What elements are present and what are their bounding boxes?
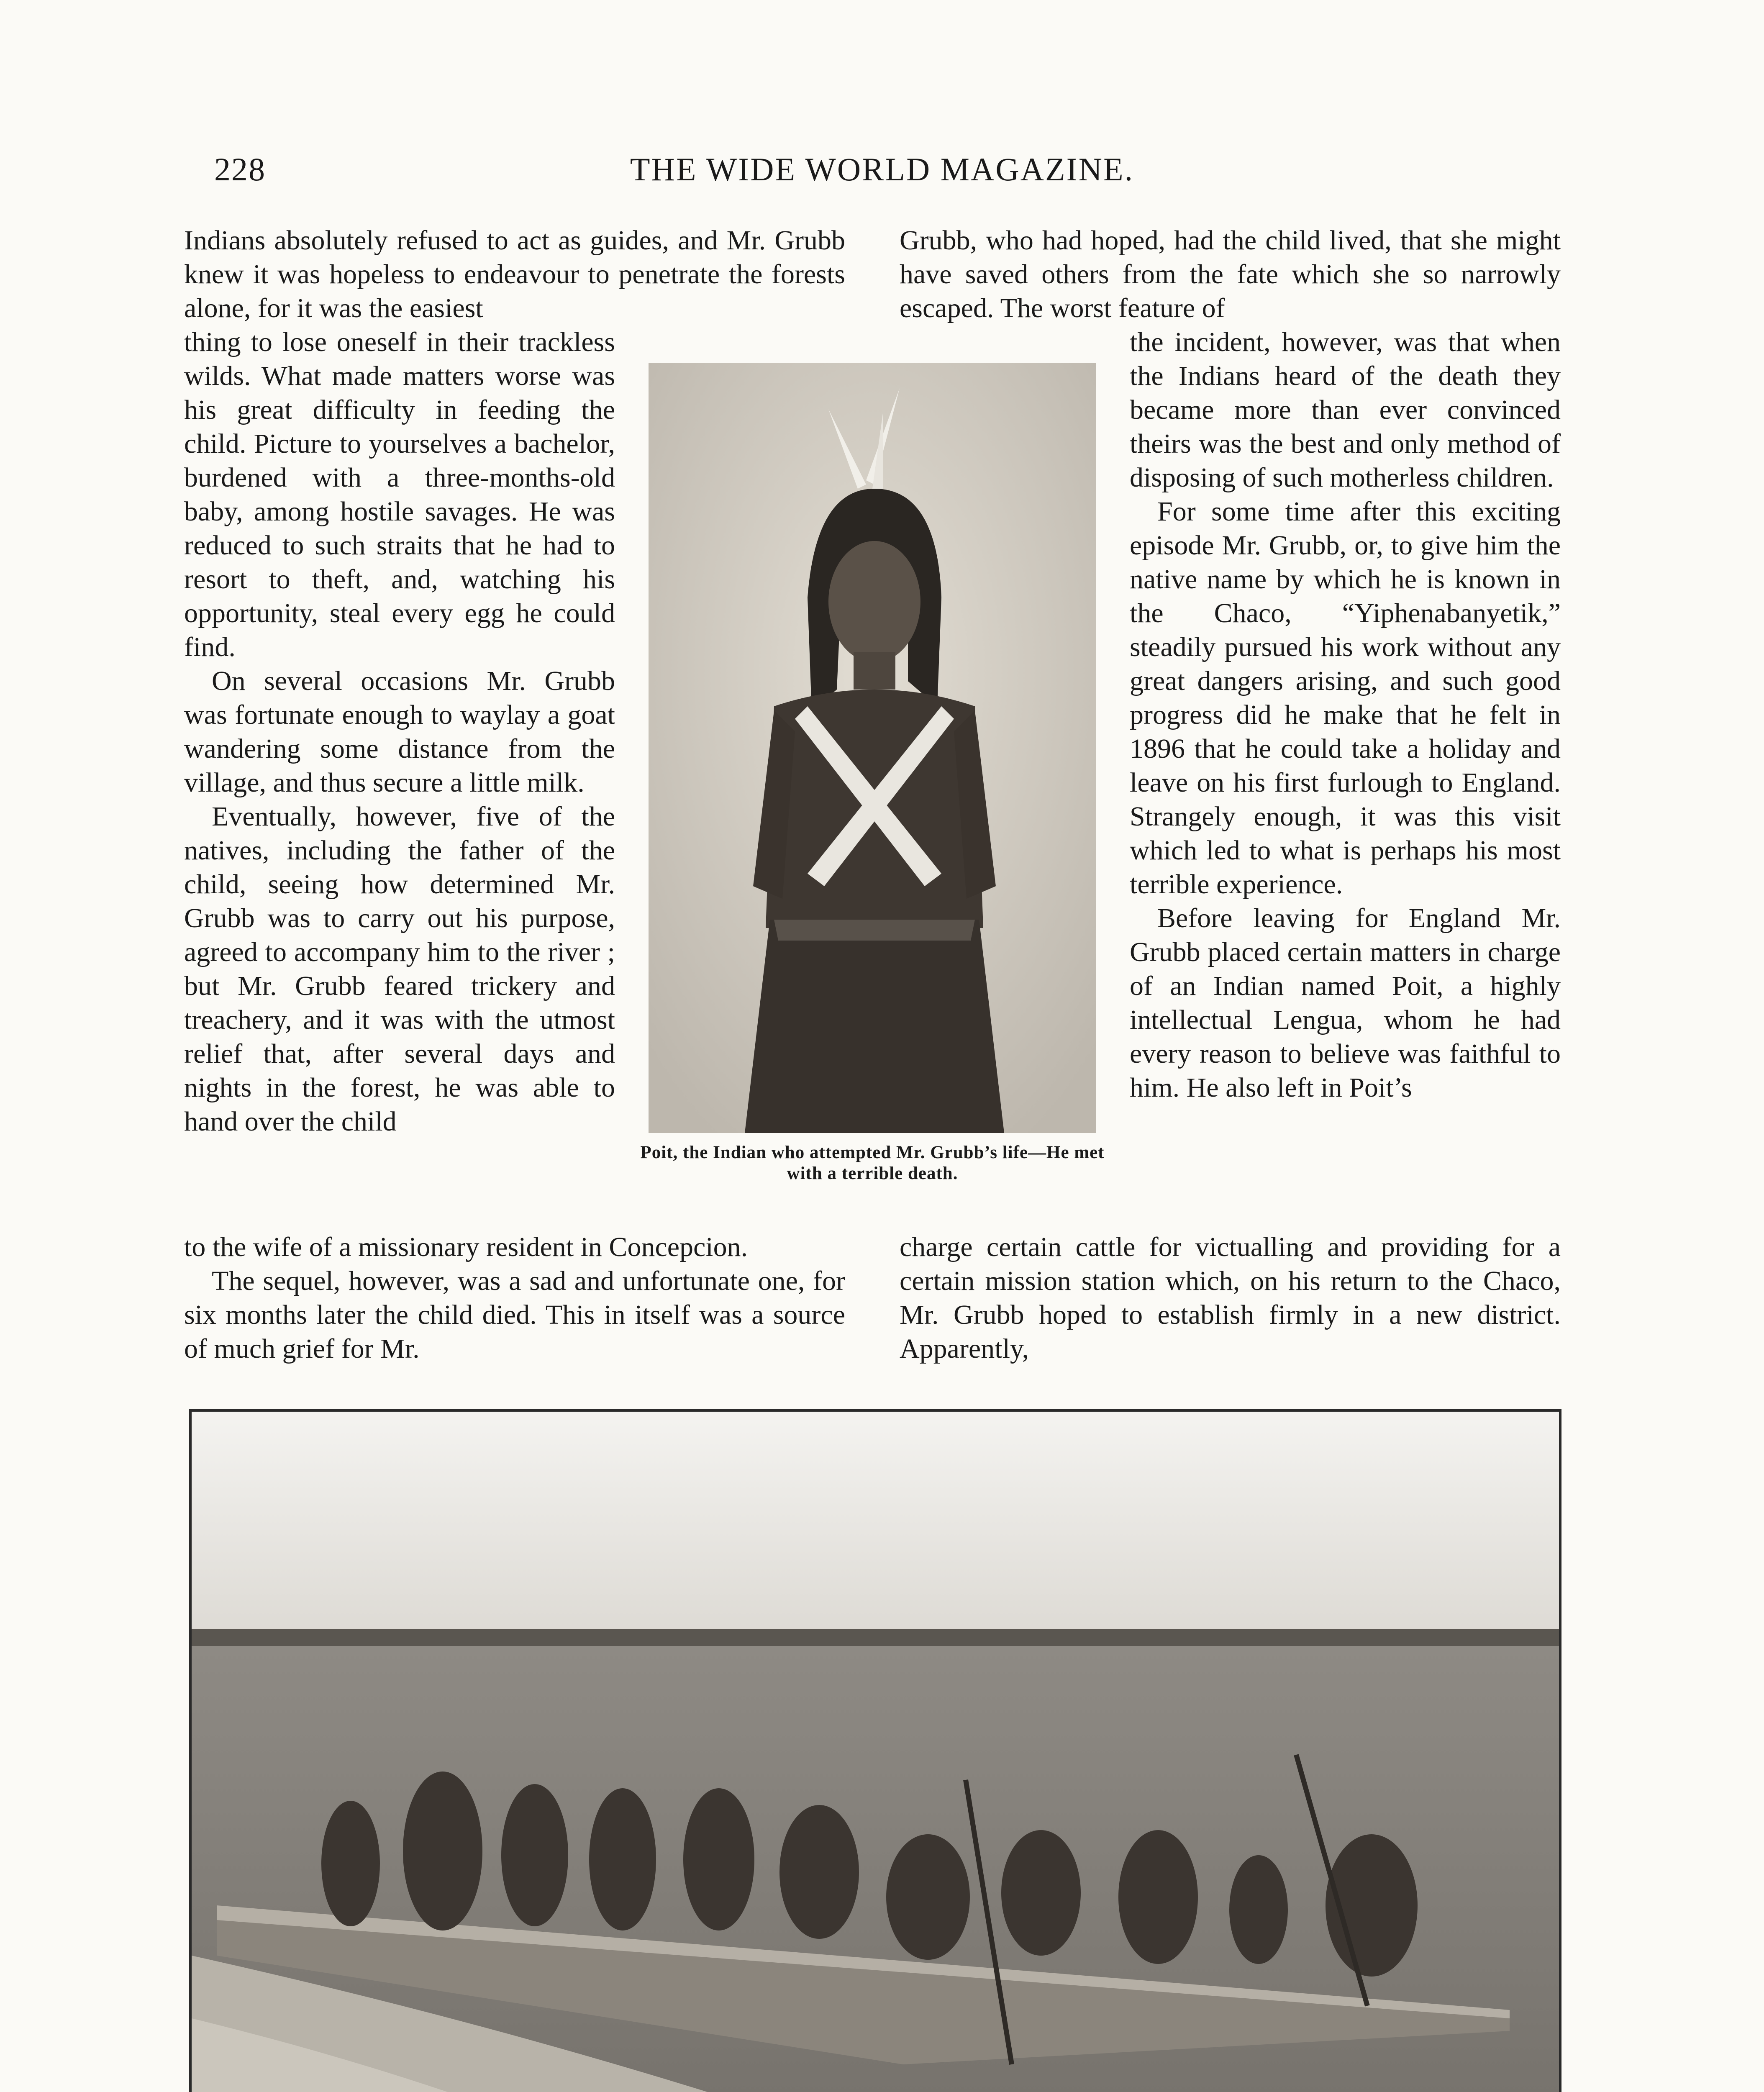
portrait-caption: Poit, the Indian who attempted Mr. Grubb’s life—He met with a terrible death.: [640, 1143, 1105, 1183]
left-column-top: [184, 223, 845, 325]
paragraph: the incident, however, was that when the Indians heard of the death they became more than ever convinced theirs was the best and only method of disposing of such motherless children.: [1130, 327, 1561, 493]
right-column-top: [900, 223, 1561, 325]
magazine-title: THE WIDE WORLD MAGAZINE.: [630, 151, 1134, 187]
paragraph: On several occasions Mr. Grubb was fortunate enough to waylay a goat wandering some distance from the village, and thus secure a little milk.: [184, 666, 615, 798]
right-column-narrow: [1130, 325, 1561, 1105]
page-number: 228: [214, 151, 266, 187]
running-head: [0, 151, 1764, 201]
paragraph: Eventually, however, five of the natives, including the father of the child, seeing how determined Mr. Grubb was to carry out his purpose, agreed to accompany him to the river ; but Mr. Grubb feared trickery and treachery, and it was with the utmost relief that, after several days and nights in the forest, he was able to hand over the child: [184, 801, 615, 1137]
paragraph: Before leaving for England Mr. Grubb placed certain matters in charge of an Indian named Poit, a highly intellectual Lengua, whom he had every reason to believe was faithful to him. He also left in Poit’s: [1130, 903, 1561, 1103]
paragraph: to the wife of a missionary resident in Concepcion.: [184, 1232, 748, 1262]
paragraph: Grubb, who had hoped, had the child lived, that she might have saved others from the fate which she so narrowly escaped. The worst feature of: [900, 225, 1561, 323]
paragraph: The sequel, however, was a sad and unfortunate one, for six months later the child died. This in itself was a source of much grief for Mr.: [184, 1266, 845, 1364]
left-column-narrow: [184, 325, 615, 1138]
right-column-bottom: [900, 1230, 1561, 1366]
paragraph: Indians absolutely refused to act as guides, and Mr. Grubb knew it was hopeless to endeavour to penetrate the forests alone, for it was the easiest: [184, 225, 845, 323]
paragraph: thing to lose oneself in their trackless wilds. What made matters worse was his great difficulty in feeding the child. Picture to yourselves a bachelor, burdened with a three-months-old baby, among hostile savages. He was reduced to such straits that he had to resort to theft, and, watching his opportunity, steal every egg he could find.: [184, 327, 615, 662]
canoe-photo: [189, 1409, 1561, 2092]
left-column-bottom: [184, 1230, 845, 1366]
paragraph: charge certain cattle for victualling and providing for a certain mission station which, on his return to the Chaco, Mr. Grubb hoped to establish firmly in a new district. Apparently,: [900, 1232, 1561, 1364]
paragraph: For some time after this exciting episode Mr. Grubb, or, to give him the native name by which he is known in the Chaco, “Yiphenabanyetik,” steadily pursued his work without any great dangers arising, and such good progress did he make that he felt in 1896 that he could take a holiday and leave on his first furlough to England. Strangely enough, it was this visit which led to what is perhaps his most terrible experience.: [1130, 496, 1561, 900]
portrait-photo: [649, 363, 1096, 1133]
